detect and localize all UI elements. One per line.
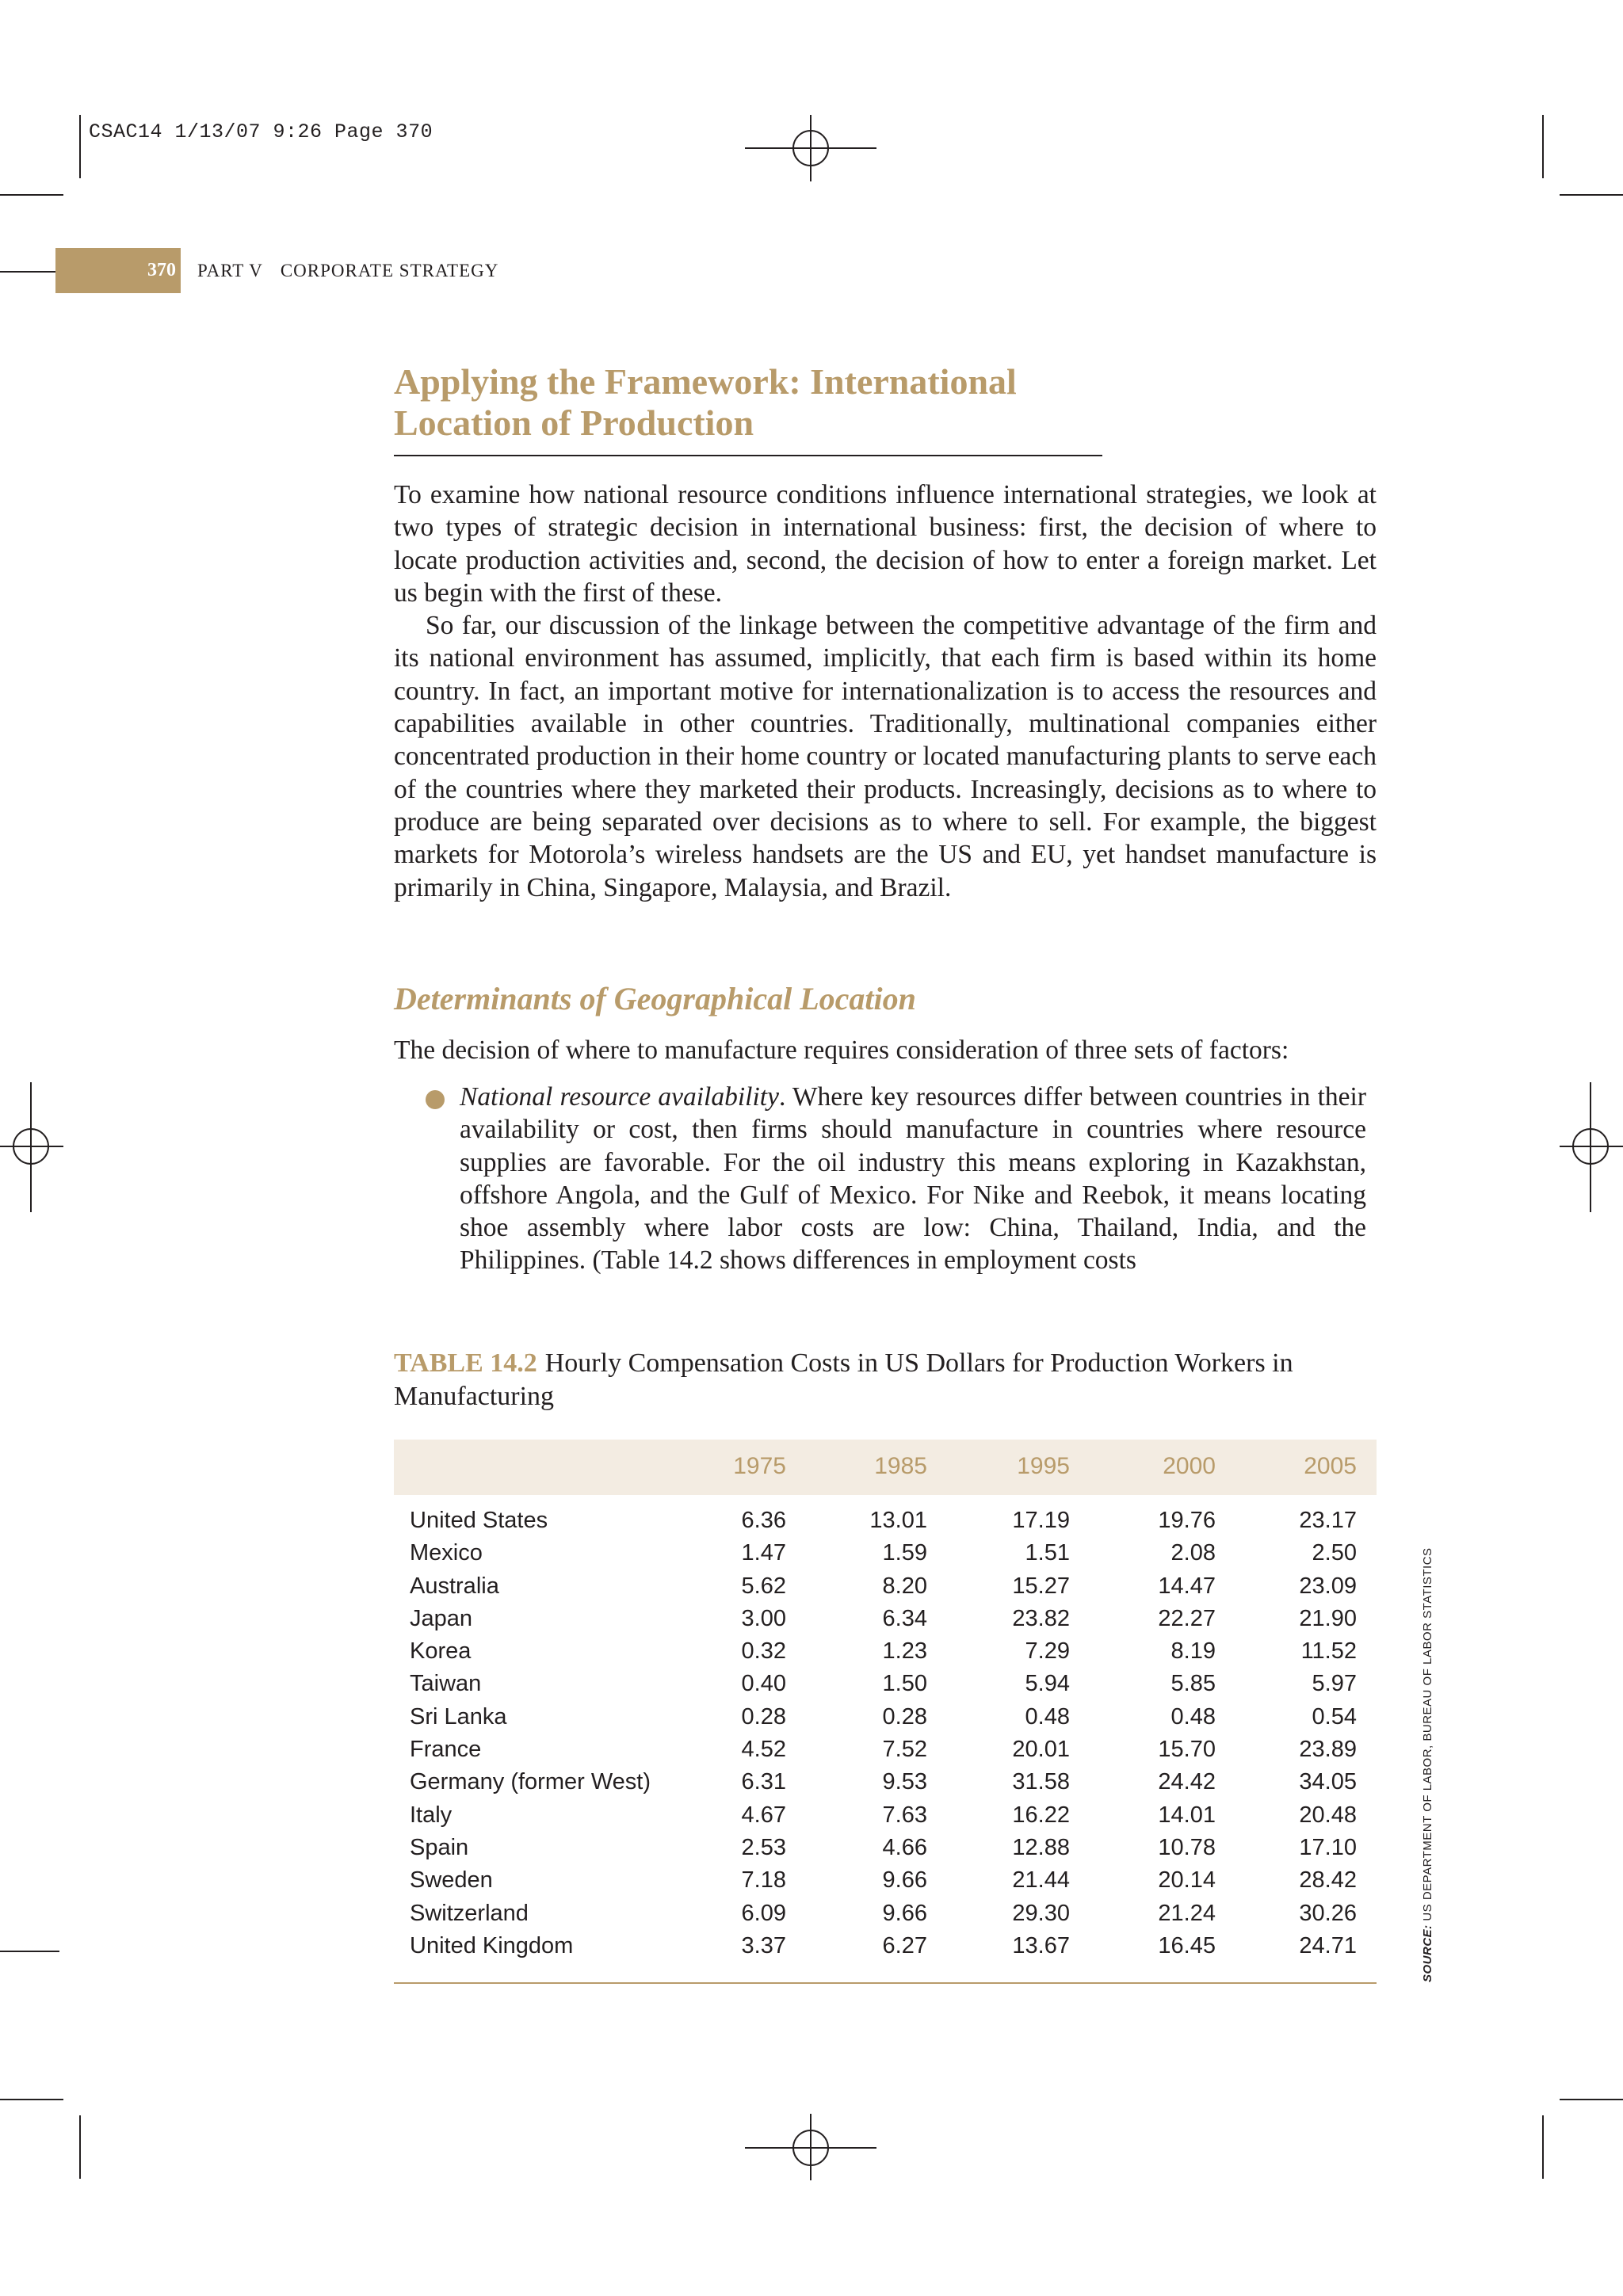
table-row [394, 1733, 1377, 1766]
column-header: 1995 [1017, 1453, 1070, 1479]
value-cell: 16.22 [1012, 1802, 1070, 1828]
crop-mark [0, 1951, 59, 1952]
table-number: TABLE 14.2 [394, 1348, 537, 1378]
value-cell: 29.30 [1012, 1900, 1070, 1926]
table-row [394, 1635, 1377, 1668]
value-cell: 28.42 [1299, 1867, 1357, 1894]
table-row [394, 1701, 1377, 1733]
body-text [394, 479, 1377, 904]
value-cell: 1.59 [882, 1540, 927, 1566]
bullet-body: . Where key resources differ between countries in their availability or cost, then firms should manufacture in countries where resource supplies are favorable. For the oil industry this means exploring in Kazakhstan, offshore Angola, and the Gulf of Mexico. For Nike and Reebok, it means locating shoe assembly where labor costs are low: China, Thailand, India, and the Philippines. (Table 14.2 shows differences in employment costs [460, 1082, 1366, 1276]
source-note [1421, 1547, 1434, 1982]
value-cell: 5.85 [1170, 1671, 1216, 1697]
table-body [394, 1505, 1377, 1962]
value-cell: 11.52 [1300, 1638, 1357, 1665]
value-cell: 0.48 [1025, 1703, 1070, 1730]
value-cell: 13.01 [869, 1508, 927, 1533]
table-row [394, 1570, 1377, 1603]
value-cell: 4.52 [741, 1737, 786, 1763]
table-row [394, 1505, 1377, 1537]
source-text: US DEPARTMENT OF LABOR, BUREAU OF LABOR STATISTICS [1421, 1547, 1434, 1921]
country-cell: Spain [410, 1834, 469, 1860]
value-cell: 5.62 [741, 1573, 786, 1599]
value-cell: 6.31 [741, 1769, 786, 1795]
intro-sentence: The decision of where to manufacture requires consideration of three sets of factors: [394, 1035, 1289, 1065]
bullet-icon [426, 1090, 445, 1109]
country-cell: United States [410, 1508, 548, 1533]
table-row [394, 1930, 1377, 1962]
crop-mark [0, 2099, 63, 2100]
value-cell: 1.50 [882, 1671, 927, 1697]
running-header [197, 248, 516, 293]
crop-mark [1542, 115, 1544, 178]
value-cell: 21.24 [1158, 1900, 1216, 1926]
value-cell: 6.34 [882, 1605, 927, 1631]
bullet-item [460, 1081, 1366, 1277]
table-row [394, 1799, 1377, 1832]
value-cell: 24.42 [1158, 1769, 1216, 1795]
value-cell: 0.28 [882, 1703, 927, 1730]
country-cell: Italy [410, 1802, 453, 1828]
value-cell: 3.00 [741, 1605, 786, 1631]
value-cell: 4.66 [882, 1834, 927, 1860]
country-cell: Sri Lanka [410, 1703, 507, 1730]
value-cell: 23.09 [1299, 1573, 1357, 1599]
value-cell: 12.88 [1012, 1834, 1070, 1860]
section-title: Applying the Framework: International Location of Production [394, 361, 1017, 443]
value-cell: 3.37 [741, 1932, 786, 1958]
title-rule [394, 455, 1102, 456]
table-row [394, 1766, 1377, 1798]
crop-mark [79, 115, 81, 178]
part-label: PART V [197, 261, 263, 280]
value-cell: 15.27 [1012, 1573, 1070, 1599]
paragraph: So far, our discussion of the linkage between the competitive advantage of the firm and its national environment has assumed, implicitly, that each firm is based within its home country. In fact, an important motive for internationalization is to access the resources and capabilities available in other countries. Traditionally, multinational companies either concentrated production in their home country or located manufacturing plants to serve each of the countries where they marketed their products. Increasingly, decisions as to where to produce are being separated over decisions as to where to sell. For example, the biggest markets for Motorola’s wireless handsets are the US and EU, yet handset manufacture is primarily in China, Singapore, Malaysia, and Brazil. [394, 611, 1377, 902]
value-cell: 9.66 [882, 1867, 927, 1894]
printer-slug: CSAC14 1/13/07 9:26 Page 370 [89, 120, 433, 143]
value-cell: 24.71 [1299, 1932, 1357, 1958]
value-cell: 23.17 [1299, 1508, 1357, 1533]
value-cell: 4.67 [741, 1802, 786, 1828]
table-row [394, 1832, 1377, 1864]
column-header: 2005 [1304, 1453, 1357, 1479]
value-cell: 0.54 [1312, 1703, 1357, 1730]
value-cell: 9.53 [882, 1769, 927, 1795]
value-cell: 6.09 [741, 1900, 786, 1926]
value-cell: 21.44 [1012, 1867, 1070, 1894]
value-cell: 2.08 [1170, 1540, 1216, 1566]
value-cell: 17.19 [1012, 1508, 1070, 1533]
value-cell: 19.76 [1158, 1508, 1216, 1533]
value-cell: 9.66 [882, 1900, 927, 1926]
value-cell: 20.14 [1158, 1867, 1216, 1894]
table-rule [394, 1982, 1377, 1984]
value-cell: 16.45 [1158, 1932, 1216, 1958]
country-cell: United Kingdom [410, 1932, 574, 1958]
table-row [394, 1897, 1377, 1930]
value-cell: 14.01 [1158, 1802, 1216, 1828]
table-row [394, 1603, 1377, 1635]
value-cell: 6.36 [741, 1508, 786, 1533]
crop-mark [0, 194, 63, 196]
crop-mark [1560, 194, 1623, 196]
value-cell: 8.19 [1170, 1638, 1216, 1665]
value-cell: 21.90 [1299, 1605, 1357, 1631]
country-cell: Mexico [410, 1540, 483, 1566]
value-cell: 0.32 [741, 1638, 786, 1665]
table-row [394, 1668, 1377, 1700]
table-row [394, 1864, 1377, 1897]
value-cell: 0.48 [1170, 1703, 1216, 1730]
value-cell: 1.47 [741, 1540, 786, 1566]
section-label: CORPORATE STRATEGY [280, 261, 499, 280]
value-cell: 10.78 [1158, 1834, 1216, 1860]
bullet-term: National resource availability [460, 1082, 779, 1112]
value-cell: 23.82 [1012, 1605, 1070, 1631]
value-cell: 0.28 [741, 1703, 786, 1730]
value-cell: 1.51 [1025, 1540, 1070, 1566]
value-cell: 7.52 [882, 1737, 927, 1763]
table-caption [394, 1347, 1377, 1413]
value-cell: 23.89 [1299, 1737, 1357, 1763]
column-header: 2000 [1163, 1453, 1216, 1479]
paragraph: To examine how national resource conditions influence international strategies, we look at two types of strategic decision in international business: first, the decision of where to locate production activities and, second, the decision of how to enter a foreign market. Let us begin with the first of these. [394, 480, 1377, 608]
country-cell: France [410, 1737, 482, 1763]
value-cell: 6.27 [882, 1932, 927, 1958]
value-cell: 20.48 [1299, 1802, 1357, 1828]
table-row [394, 1537, 1377, 1569]
value-cell: 8.20 [882, 1573, 927, 1599]
value-cell: 22.27 [1158, 1605, 1216, 1631]
crop-mark [79, 2115, 81, 2179]
value-cell: 20.01 [1012, 1737, 1070, 1763]
value-cell: 15.70 [1158, 1737, 1216, 1763]
value-cell: 7.63 [882, 1802, 927, 1828]
table-title: Hourly Compensation Costs in US Dollars for Production Workers in Manufacturing [394, 1348, 1293, 1411]
value-cell: 13.67 [1012, 1932, 1070, 1958]
value-cell: 5.94 [1025, 1671, 1070, 1697]
value-cell: 1.23 [882, 1638, 927, 1665]
value-cell: 7.29 [1025, 1638, 1070, 1665]
country-cell: Korea [410, 1638, 472, 1665]
crop-mark [1560, 2099, 1623, 2100]
country-cell: Japan [410, 1605, 473, 1631]
country-cell: Australia [410, 1573, 499, 1599]
value-cell: 2.53 [741, 1834, 786, 1860]
column-header: 1985 [874, 1453, 927, 1479]
value-cell: 34.05 [1299, 1769, 1357, 1795]
subheading: Determinants of Geographical Location [394, 981, 916, 1016]
value-cell: 30.26 [1299, 1900, 1357, 1926]
value-cell: 5.97 [1312, 1671, 1357, 1697]
value-cell: 2.50 [1312, 1540, 1357, 1566]
country-cell: Germany (former West) [410, 1769, 651, 1795]
crop-mark [1542, 2115, 1544, 2179]
column-header: 1975 [733, 1453, 786, 1479]
value-cell: 7.18 [741, 1867, 786, 1894]
value-cell: 14.47 [1158, 1573, 1216, 1599]
value-cell: 31.58 [1012, 1769, 1070, 1795]
country-cell: Taiwan [410, 1671, 482, 1697]
crop-mark [0, 271, 55, 273]
country-cell: Sweden [410, 1867, 493, 1894]
country-cell: Switzerland [410, 1900, 529, 1926]
value-cell: 0.40 [741, 1671, 786, 1697]
source-label: SOURCE: [1421, 1924, 1434, 1982]
value-cell: 17.10 [1299, 1834, 1357, 1860]
page-number: 370 [147, 260, 176, 280]
